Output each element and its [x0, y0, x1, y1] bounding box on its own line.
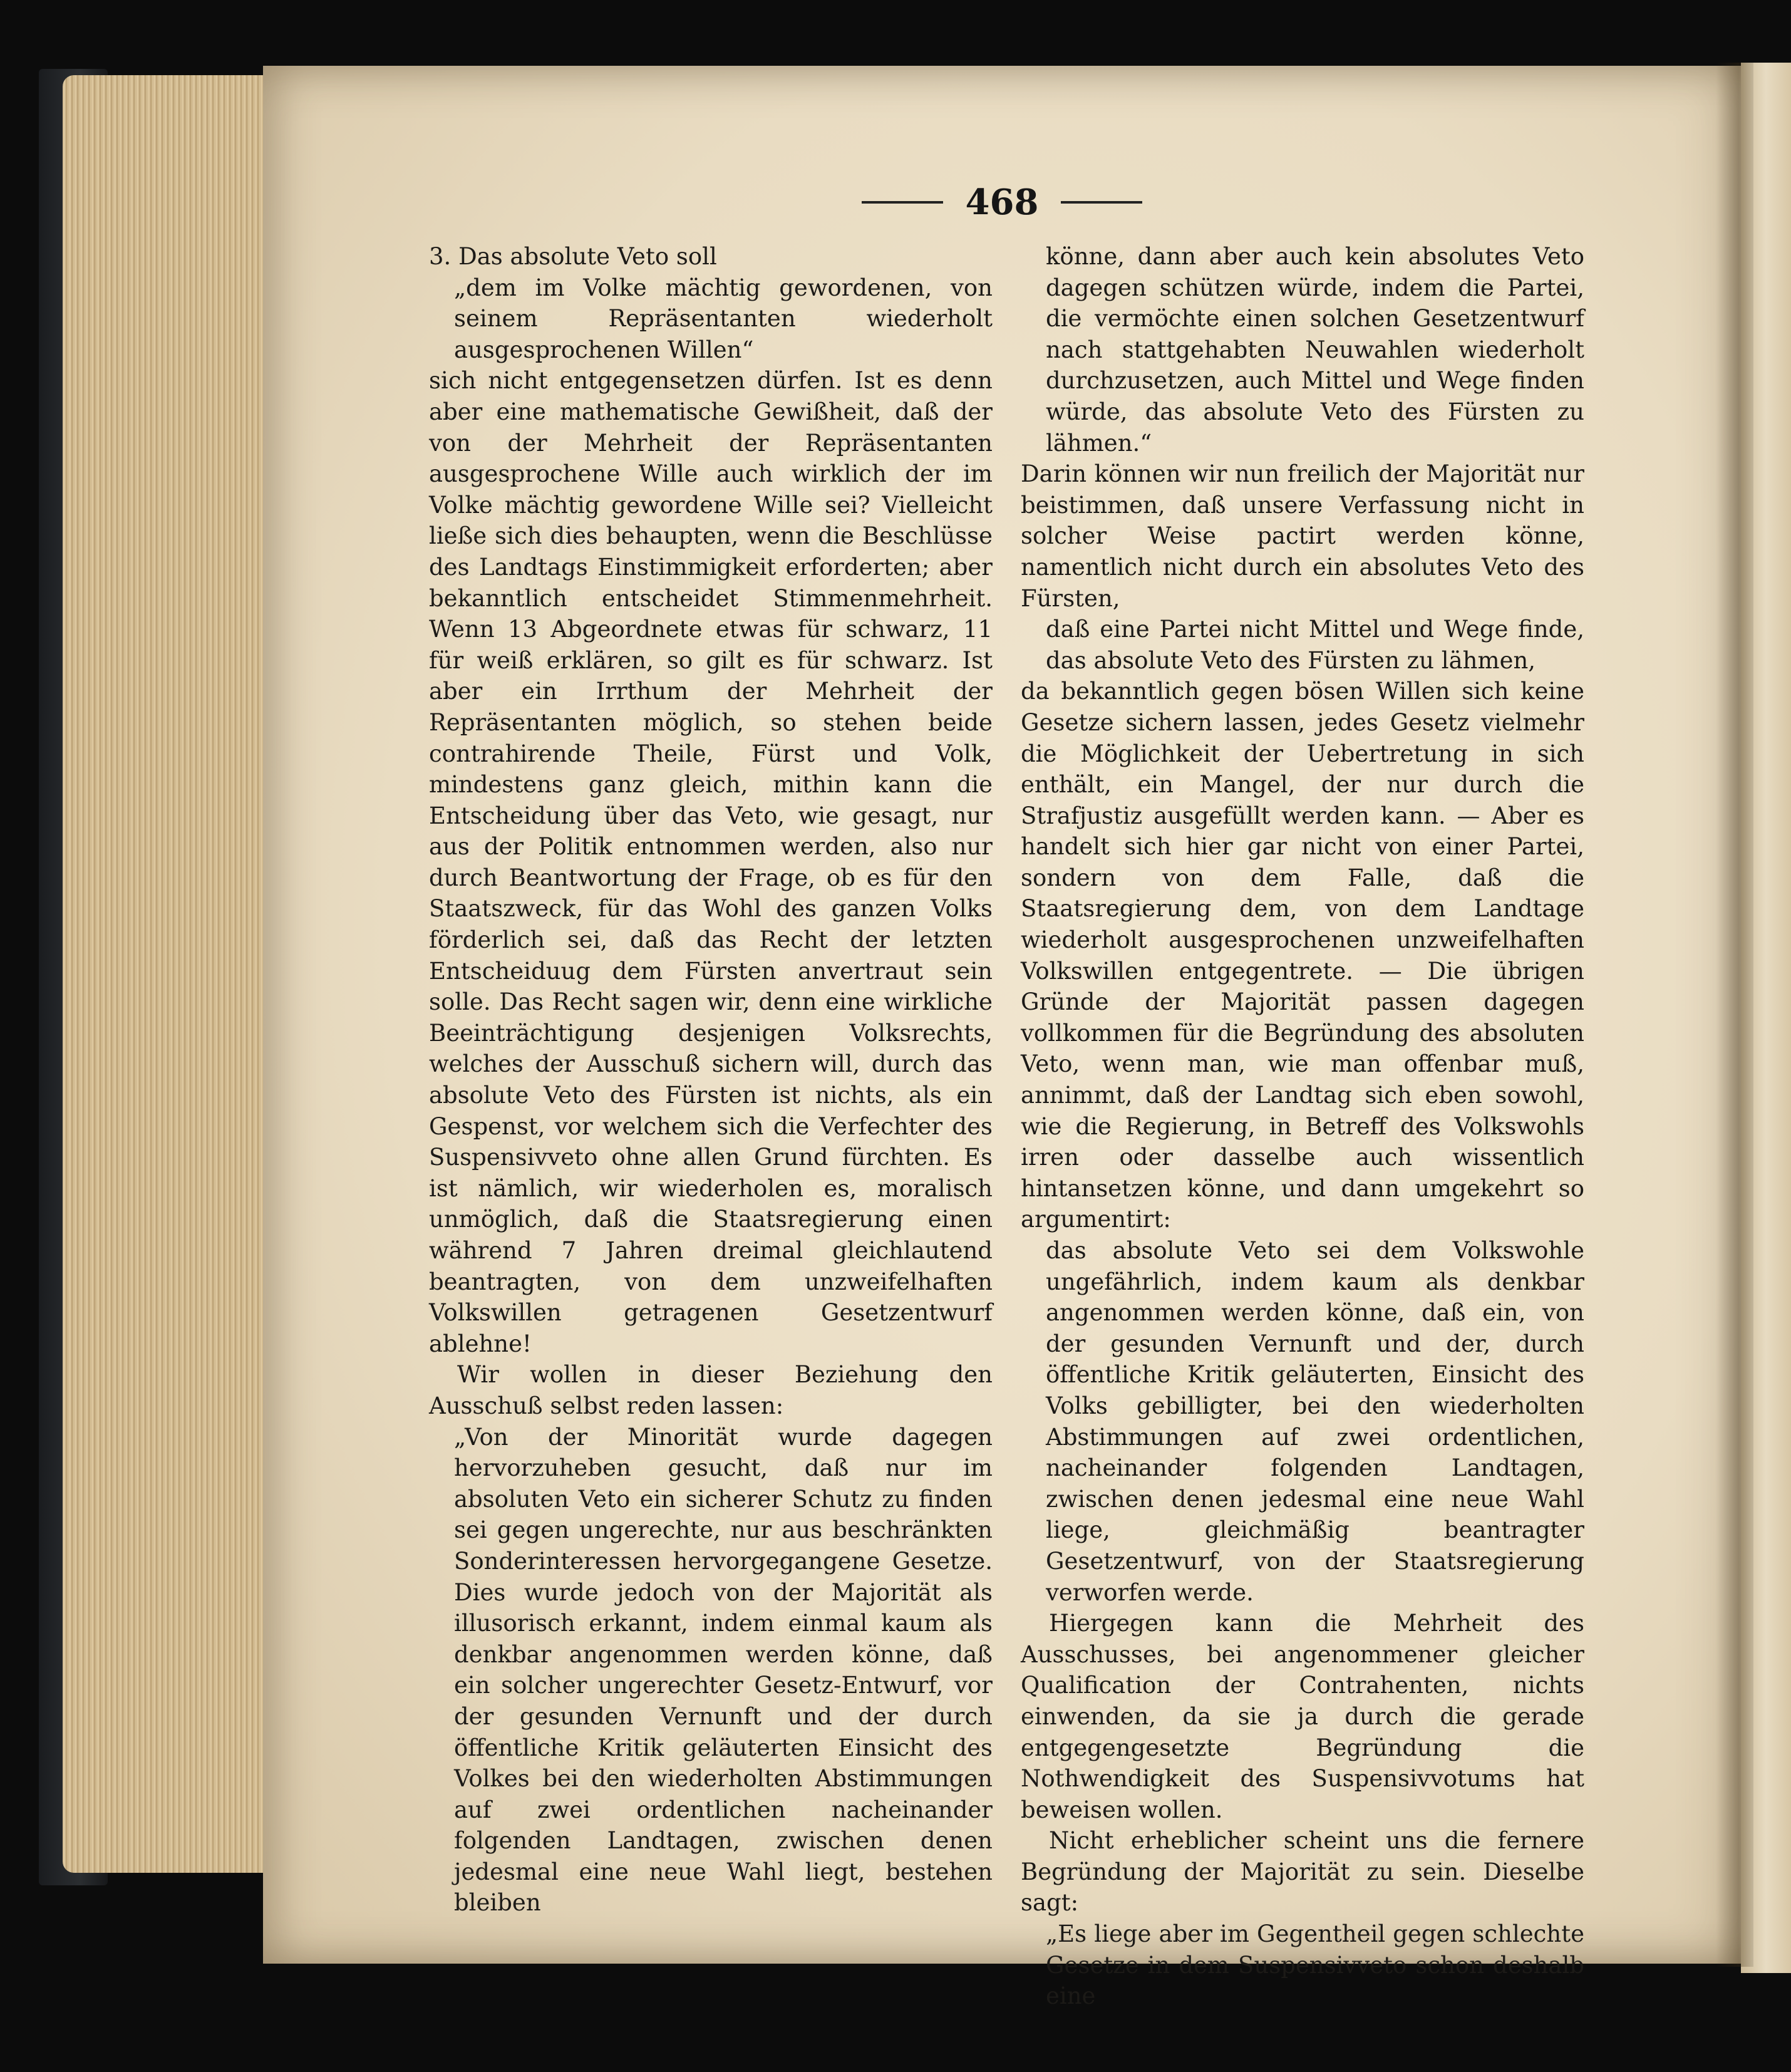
right-column	[1021, 241, 1584, 2012]
right-paragraph-3: Hiergegen kann die Mehrheit des Ausschusses, bei angenommener gleicher Qualification der Contrahenten, nichts einwenden, da sie ja durch die gerade entgegengesetzte Begründung die Nothwendigkeit des Suspensivvotums hat beweisen wollen.	[1021, 1610, 1584, 1823]
left-paragraph-1: sich nicht entgegensetzen dürfen. Ist es denn aber eine mathematische Gewißheit, daß der von der Mehrheit der Repräsentanten ausgesprochene Wille auch wirklich der im Volke mächtig gewordene Wille sei? Vielleicht ließe sich dies behaupten, wenn die Beschlüsse des Landtags Einstimmigkeit erforderten; aber bekanntlich entscheidet Stimmenmehrheit. Wenn 13 Abgeordnete etwas für schwarz, 11 für weiß erklären, so gilt es für schwarz. Ist aber ein Irrthum der Mehrheit der Repräsentanten möglich, so stehen beide contrahirende Theile, Fürst und Volk, mindestens ganz gleich, mithin kann die Entscheidung über das Veto, wie gesagt, nur aus der Politik entnommen werden, also nur durch Beantwortung der Frage, ob es für den Staatszweck, für das Wohl des ganzen Volks förderlich sei, daß das Recht der letzten Entscheiduug dem Fürsten anvertraut sein solle. Das Recht sagen wir, denn eine wirkliche Beeinträchtigung desjenigen Volksrechts, welches der Ausschuß sichern will, durch das absolute Veto des Fürsten ist nichts, als ein Gespenst, vor welchem sich die Verfechter des Suspensivveto ohne allen Grund fürchten. Es ist nämlich, wir wiederholen es, moralisch unmöglich, daß die Staatsregierung einen während 7 Jahren dreimal gleichlautend beantragten, von dem unzweifelhaften Volkswillen getragenen Gesetzentwurf ablehne!	[429, 367, 993, 1357]
right-paragraph-2: da bekanntlich gegen bösen Willen sich keine Gesetze sichern lassen, jedes Gesetz vielmehr die Möglichkeit der Uebertretung in sich enthält, ein Mangel, der nur durch die Strafjustiz ausgefüllt werden kann. — Aber es handelt sich hier gar nicht von einer Partei, sondern von dem Falle, daß die Staatsregierung dem, von dem Landtage wiederholt ausgesprochenen unzweifelhaften Volkswillen entgegentrete. — Die übrigen Gründe der Majorität passen dagegen vollkommen für die Begründung des absoluten Veto, wenn man, wie man offenbar muß, annimmt, daß der Landtag sich eben sowohl, wie die Regierung, in Betreff des Volkswohls irren oder dasselbe auch wissentlich hintansetzen könne, und dann umgekehrt so argumentirt:	[1021, 678, 1584, 1233]
left-quote-2: „Von der Minorität wurde dagegen hervorzuheben gesucht, daß nur im absoluten Veto ein sicherer Schutz zu finden sei gegen ungerechte, nur aus beschränkten Sonderinteressen hervorgegangene Gesetze. Dies wurde jedoch von der Majorität als illusorisch erkannt, indem einmal kaum als denkbar angenommen werden könne, daß ein solcher ungerechter Gesetz-Entwurf, vor der gesunden Vernunft und der durch öffentliche Kritik geläuterten Einsicht des Volkes bei den wiederholten Abstimmungen auf zwei ordentlichen nacheinander folgenden Landtagen, zwischen denen jedesmal eine neue Wahl liegt, bestehen bleiben	[454, 1423, 993, 1917]
right-paragraph-1: Darin können wir nun freilich der Majorität nur beistimmen, daß unsere Verfassung nicht in solcher Weise pactirt werden könne, namentlich nicht durch ein absolutes Veto des Fürsten,	[1021, 460, 1584, 612]
page-header	[827, 180, 1177, 224]
left-heading: 3. Das absolute Veto soll	[429, 243, 717, 270]
right-quote-continued: könne, dann aber auch kein absolutes Veto dagegen schützen würde, indem die Partei, die vermöchte einen solchen Gesetzentwurf nach stattgehabten Neuwahlen wiederholt durchzusetzen, auch Mittel und Wege finden würde, das absolute Veto des Fürsten zu lähmen.“	[1046, 243, 1584, 457]
left-column	[429, 241, 993, 1919]
header-rule-left	[862, 201, 943, 204]
page-gutter	[1716, 63, 1753, 1967]
page-number: 468	[965, 182, 1039, 223]
left-quote-1: „dem im Volke mächtig gewordenen, von seinem Repräsentanten wiederholt ausgesprochenen Willen“	[454, 274, 993, 363]
left-paragraph-2: Wir wollen in dieser Beziehung den Ausschuß selbst reden lassen:	[429, 1361, 993, 1419]
right-paragraph-4: Nicht erheblicher scheint uns die fernere Begründung der Majorität zu sein. Dieselbe sagt:	[1021, 1827, 1584, 1917]
header-rule-right	[1061, 201, 1142, 204]
right-quote-2: das absolute Veto sei dem Volkswohle ungefährlich, indem kaum als denkbar angenommen werden könne, daß ein, von der gesunden Vernunft und der, durch öffentliche Kritik geläuterten, Einsicht des Volks gebilligter, bei den wiederholten Abstimmungen auf zwei ordentlichen, nacheinander folgenden Landtagen, zwischen denen jedesmal eine neue Wahl liege, gleichmäßig beantragter Gesetzentwurf, von der Staatsregierung verworfen werde.	[1046, 1237, 1584, 1606]
page-edges	[63, 75, 276, 1873]
right-quote-1: daß eine Partei nicht Mittel und Wege finde, das absolute Veto des Fürsten zu lähmen,	[1046, 616, 1584, 674]
right-quote-3: „Es liege aber im Gegentheil gegen schlechte Gesetze in dem Suspensivveto schon deshalb eine	[1046, 1920, 1584, 2010]
